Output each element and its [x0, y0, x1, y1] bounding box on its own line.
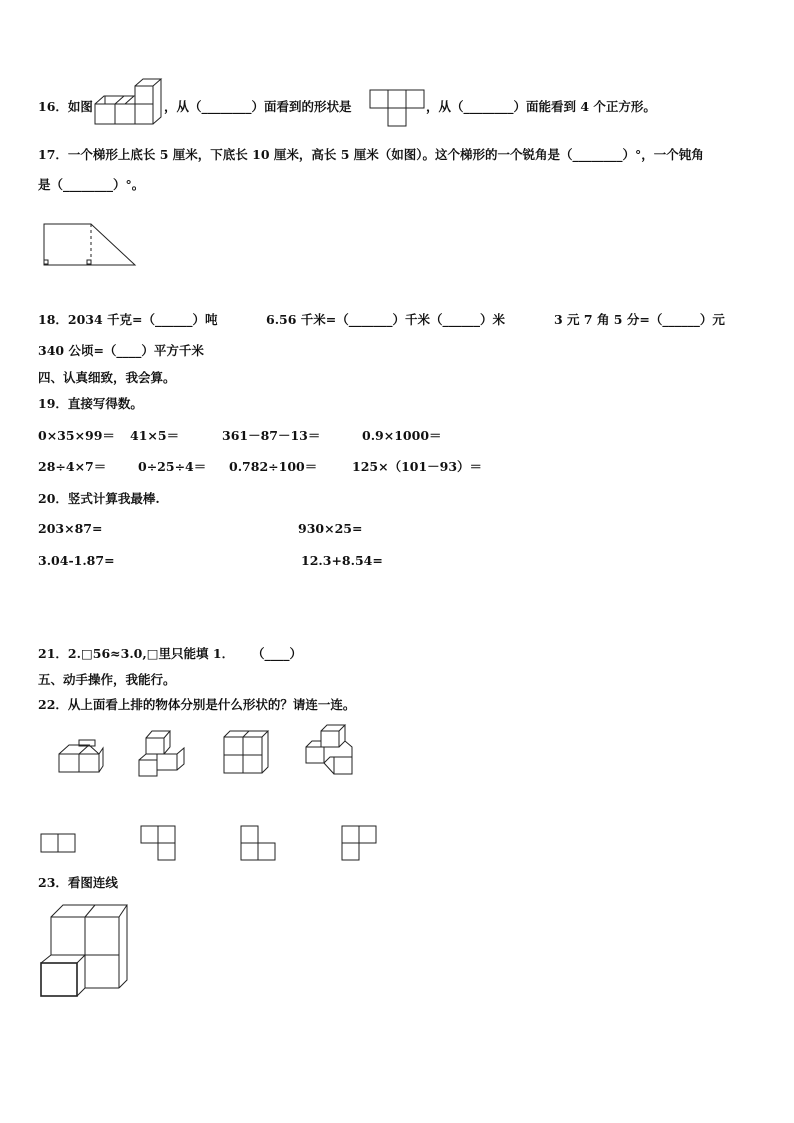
q18-item-b: 6.56 千米=（_______）千米（______）米 [266, 312, 506, 327]
q19-row1-item: 0×35×99＝ [38, 428, 115, 443]
q20-item: 930×25= [298, 521, 363, 536]
q17-line2: 是（________）°。 [38, 177, 145, 192]
section-5-heading: 五、动手操作，我能行。 [38, 672, 176, 687]
section-4-heading: 四、认真细致，我会算。 [38, 370, 176, 385]
q19-row2-item: 125×（101－93）＝ [352, 459, 483, 474]
q21-answer-blank: （____） [252, 646, 303, 661]
q23-cube-figure [0, 0, 1, 1]
q20-item: 3.04-1.87= [38, 553, 115, 568]
q16-middle-text: ，从（________）面看到的形状是 [164, 99, 352, 114]
q22-shape-a [41, 834, 75, 852]
q19-row2-item: 0.782÷100＝ [229, 459, 318, 474]
q19-title: 19．直接写得数。 [38, 396, 143, 411]
q20-title: 20．竖式计算我最棒. [38, 491, 160, 506]
q18-item-a: 18．2034 千克=（______）吨 [38, 312, 218, 327]
q18-item-c: 3 元 7 角 5 分=（______）元 [554, 312, 725, 327]
q19-row1-item: 41×5＝ [130, 428, 180, 443]
q22-object-1 [59, 740, 103, 772]
q22-object-4 [306, 725, 352, 774]
q19-row2-item: 0÷25÷4＝ [138, 459, 207, 474]
q19-row1-item: 361－87－13＝ [222, 428, 321, 443]
q20-item: 12.3+8.54= [301, 553, 383, 568]
q22-object-2 [139, 731, 184, 776]
q22-shape-c [241, 826, 275, 860]
q19-row2-item: 28÷4×7＝ [38, 459, 107, 474]
q17-line1: 17．一个梯形上底长 5 厘米，下底长 10 厘米，高长 5 厘米（如图）。这个梯形的一个锐角是（________）°，一个钝角 [38, 147, 704, 162]
q21-text: 21．2.□56≈3.0,□里只能填 1． [38, 646, 235, 661]
q22-object-3 [224, 731, 268, 773]
q16-prefix: 16．如图 [38, 99, 93, 114]
q22-shape-d [342, 826, 376, 860]
q22-shape-b [141, 826, 175, 860]
q16-suffix: ，从（________）面能看到 4 个正方形。 [426, 99, 656, 114]
q18-item-d: 340 公顷=（____）平方千米 [38, 343, 204, 358]
q22-title: 22．从上面看上排的物体分别是什么形状的？请连一连。 [38, 697, 356, 712]
q19-row1-item: 0.9×1000＝ [362, 428, 442, 443]
q20-item: 203×87= [38, 521, 103, 536]
q23-title: 23．看图连线 [38, 875, 118, 890]
